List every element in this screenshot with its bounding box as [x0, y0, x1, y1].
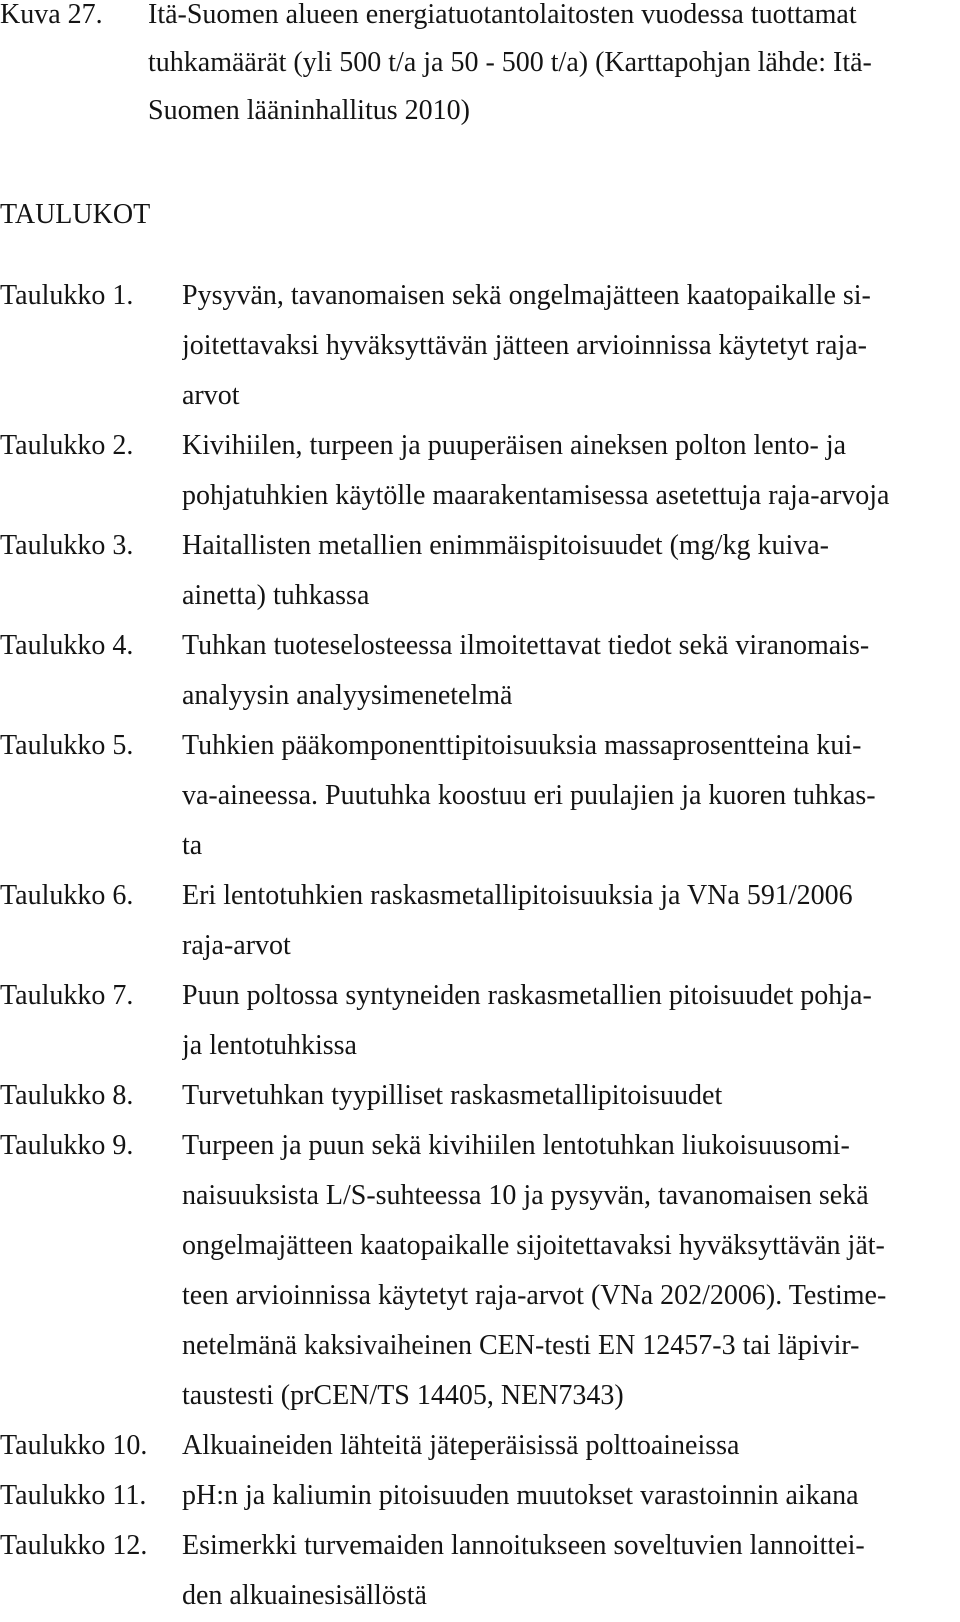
table-label: Taulukko 11.	[0, 1480, 147, 1511]
table-title-line: Puun poltossa syntyneiden raskasmetallien pitoisuudet pohja-	[182, 980, 872, 1011]
table-entry	[0, 721, 960, 871]
table-entry	[0, 271, 960, 421]
table-title	[182, 721, 960, 871]
table-title	[182, 1071, 960, 1121]
table-title-line: raja-arvot	[182, 930, 291, 961]
table-title-line: Tuhkien pääkomponenttipitoisuuksia massaprosentteina kui-	[182, 730, 862, 761]
table-title-line: Eri lentotuhkien raskasmetallipitoisuuksia ja VNa 591/2006	[182, 880, 853, 911]
table-title	[182, 1121, 960, 1421]
table-title-line: Tuhkan tuoteselosteessa ilmoitettavat tiedot sekä viranomais-	[182, 630, 870, 661]
table-entry	[0, 971, 960, 1071]
table-label: Taulukko 2.	[0, 430, 134, 461]
table-title-line: va-aineessa. Puutuhka koostuu eri puulajien ja kuoren tuhkas-	[182, 780, 876, 811]
table-title-line: Turpeen ja puun sekä kivihiilen lentotuhkan liukoisuusomi-	[182, 1130, 850, 1161]
figure-caption-line: Suomen lääninhallitus 2010)	[148, 95, 470, 126]
table-title-line: ongelmajätteen kaatopaikalle sijoitettavaksi hyväksyttävän jät-	[182, 1230, 885, 1261]
table-title-line: netelmänä kaksivaiheinen CEN-testi EN 12457-3 tai läpivir-	[182, 1330, 860, 1361]
table-title	[182, 1421, 960, 1471]
table-entry	[0, 421, 960, 521]
table-label: Taulukko 6.	[0, 880, 134, 911]
table-title	[182, 521, 960, 621]
table-title-line: ja lentotuhkissa	[182, 1030, 357, 1061]
table-title-line: Haitallisten metallien enimmäispitoisuudet (mg/kg kuiva-	[182, 530, 829, 561]
table-entry	[0, 1521, 960, 1621]
table-label: Taulukko 9.	[0, 1130, 134, 1161]
table-entry	[0, 1421, 960, 1471]
table-title-line: den alkuainesisällöstä	[182, 1580, 427, 1611]
table-title-line: ainetta) tuhkassa	[182, 580, 370, 611]
table-title-line: Esimerkki turvemaiden lannoitukseen soveltuvien lannoittei-	[182, 1530, 865, 1561]
table-title-line: pohjatuhkien käytölle maarakentamisessa asetettuja raja-arvoja	[182, 480, 890, 511]
figure-caption-text	[148, 0, 960, 135]
table-title-line: Alkuaineiden lähteitä jäteperäisissä polttoaineissa	[182, 1430, 740, 1461]
table-title	[182, 271, 960, 421]
table-title-line: Pysyvän, tavanomaisen sekä ongelmajätteen kaatopaikalle si-	[182, 280, 871, 311]
table-label: Taulukko 8.	[0, 1080, 134, 1111]
table-title	[182, 971, 960, 1071]
table-title-line: naisuuksista L/S-suhteessa 10 ja pysyvän, tavanomaisen sekä	[182, 1180, 869, 1211]
table-title	[182, 421, 960, 521]
table-title-line: ta	[182, 830, 203, 861]
table-title-line: teen arvioinnissa käytetyt raja-arvot (VNa 202/2006). Testime-	[182, 1280, 887, 1311]
table-title-line: Turvetuhkan tyypilliset raskasmetallipitoisuudet	[182, 1080, 723, 1111]
table-label: Taulukko 4.	[0, 630, 134, 661]
table-entry	[0, 1071, 960, 1121]
table-title-line: joitettavaksi hyväksyttävän jätteen arvioinnissa käytetyt raja-	[182, 330, 868, 361]
table-title	[182, 1471, 960, 1521]
figure-caption-line: Itä-Suomen alueen energiatuotantolaitosten vuodessa tuottamat	[148, 0, 857, 30]
table-title-line: arvot	[182, 380, 240, 411]
table-label: Taulukko 12.	[0, 1530, 148, 1561]
figure-label: Kuva 27.	[0, 0, 103, 30]
table-label: Taulukko 1.	[0, 280, 134, 311]
table-label: Taulukko 7.	[0, 980, 134, 1011]
table-title-line: Kivihiilen, turpeen ja puuperäisen aineksen polton lento- ja	[182, 430, 847, 461]
section-heading: TAULUKOT	[0, 199, 151, 230]
table-title	[182, 871, 960, 971]
figure-caption-line: tuhkamäärät (yli 500 t/a ja 50 - 500 t/a) (Karttapohjan lähde: Itä-	[148, 47, 872, 78]
figure-caption	[0, 0, 960, 135]
table-entry	[0, 871, 960, 971]
table-list	[0, 271, 960, 1621]
table-label: Taulukko 5.	[0, 730, 134, 761]
table-title	[182, 1521, 960, 1621]
table-title	[182, 621, 960, 721]
table-title-line: analyysin analyysimenetelmä	[182, 680, 513, 711]
table-title-line: pH:n ja kaliumin pitoisuuden muutokset varastoinnin aikana	[182, 1480, 859, 1511]
table-entry	[0, 521, 960, 621]
table-entry	[0, 621, 960, 721]
table-label: Taulukko 10.	[0, 1430, 148, 1461]
table-title-line: taustesti (prCEN/TS 14405, NEN7343)	[182, 1380, 624, 1411]
table-entry	[0, 1471, 960, 1521]
table-label: Taulukko 3.	[0, 530, 134, 561]
table-entry	[0, 1121, 960, 1421]
